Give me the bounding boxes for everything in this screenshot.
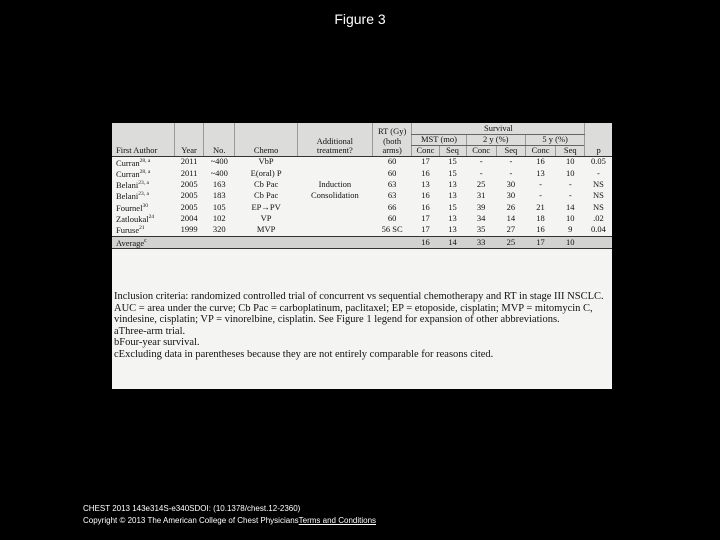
cell-year: 2005 [180, 190, 198, 201]
avg-mst-conc: 16 [412, 236, 439, 248]
note-inclusion: Inclusion criteria: randomized controlled trial of concurrent vs sequential chemotherapy and RT in stage III NSCLC. [114, 291, 604, 302]
cell-chemo: Cb Pac [253, 179, 279, 190]
cell-y5-s: - [568, 190, 572, 201]
avg-2y-conc: 33 [466, 236, 496, 248]
average-label: Average$^c$ [112, 236, 174, 248]
cell-y5-c: 21 [536, 201, 545, 212]
note-excluding: cExcluding data in parentheses because they are not entirely comparable for reasons cited. [114, 348, 494, 360]
cell-no: 105 [212, 201, 226, 212]
cell-y2-s: 26 [506, 201, 516, 212]
cell-y2-s: - [509, 156, 513, 167]
cell-y5-s: 10 [565, 156, 575, 167]
cell-mst-s: 15 [448, 201, 457, 212]
table-row [112, 202, 612, 213]
header-survival: Survival [412, 123, 585, 134]
cell-mst-c: 13 [421, 179, 430, 190]
copyright: Copyright © 2013 The American College of Chest Physicians [83, 516, 299, 525]
cell-chemo: E(oral) P [250, 167, 282, 178]
cell-y5-s: 9 [568, 224, 573, 235]
cell-mst-s: 15 [448, 156, 457, 167]
cell-p: NS [592, 179, 604, 190]
cell-y2-c: - [479, 156, 483, 167]
average-row [112, 236, 612, 248]
cell-year: 2011 [180, 156, 198, 167]
table-row [112, 224, 612, 236]
header-chemo: Chemo [235, 123, 297, 156]
avg-mst-seq: 14 [439, 236, 466, 248]
cell-rt: 66 [387, 201, 397, 212]
cell-chemo: VP [260, 213, 272, 224]
header-conc: Conc [525, 145, 555, 156]
header-rt: RT (Gy) (both arms) [372, 123, 412, 156]
avg-5y-seq: 10 [556, 236, 585, 248]
cell-y2-s: 27 [506, 224, 516, 235]
avg-2y-seq: 25 [496, 236, 525, 248]
header-no: No. [204, 123, 235, 156]
cell-mst-c: 16 [421, 190, 430, 201]
cell-y5-s: - [568, 179, 572, 190]
header-year: Year [174, 123, 203, 156]
cell-chemo: Cb Pac [253, 190, 279, 201]
table-row [112, 213, 612, 224]
cell-y2-c: 35 [476, 224, 486, 235]
cell-p: .02 [593, 213, 604, 224]
cell-chemo: EP→PV [251, 201, 281, 212]
note-three-arm: aThree-arm trial. [114, 325, 186, 337]
header-seq: Seq [439, 145, 466, 156]
cell-no: 320 [212, 224, 226, 235]
cell-year: 2005 [180, 179, 198, 190]
cell-author: Belani$^{23, a}$ [116, 179, 149, 190]
cell-additional [297, 202, 372, 213]
citation: CHEST 2013 143e314S-e340SDOI: (10.1378/chest.12-2360) [83, 504, 301, 513]
table-row [112, 168, 612, 179]
cell-y5-s: 10 [565, 167, 575, 178]
cell-author: Curran$^{28, a}$ [116, 157, 151, 168]
avg-5y-conc: 17 [525, 236, 555, 248]
cell-mst-s: 13 [448, 213, 457, 224]
cell-additional [297, 156, 372, 168]
cell-y5-c: 18 [536, 213, 545, 224]
cell-rt: 60 [387, 156, 397, 167]
cell-mst-c: 17 [421, 213, 430, 224]
cell-p: - [596, 167, 600, 178]
cell-mst-s: 15 [448, 167, 457, 178]
footer [83, 503, 376, 527]
copyright-line [83, 515, 376, 527]
cell-year: 2011 [180, 167, 198, 178]
cell-no: 163 [212, 179, 226, 190]
cell-mst-c: 16 [421, 167, 430, 178]
cell-y2-c: 31 [476, 190, 486, 201]
cell-no: 102 [212, 213, 226, 224]
cell-author: Fournel$^{30}$ [116, 202, 148, 213]
cell-y2-s: 30 [506, 190, 516, 201]
header-mst: MST (mo) [412, 134, 466, 145]
cell-rt: 56 SC [381, 224, 403, 235]
cell-chemo: MVP [256, 224, 276, 235]
header-seq: Seq [556, 145, 585, 156]
cell-rt: 63 [387, 190, 397, 201]
cell-y5-c: 16 [536, 224, 545, 235]
header-first-author: First Author [112, 123, 174, 156]
cell-author: Belani$^{23, a}$ [116, 191, 149, 202]
cell-p: NS [592, 201, 604, 212]
cell-mst-s: 13 [448, 190, 457, 201]
cell-p: 0.05 [590, 156, 606, 167]
cell-mst-c: 17 [421, 224, 430, 235]
cell-rt: 63 [387, 179, 397, 190]
cell-rt: 60 [387, 167, 397, 178]
cell-mst-s: 13 [448, 179, 457, 190]
cell-y5-c: 16 [536, 156, 545, 167]
cell-mst-c: 16 [421, 201, 430, 212]
cell-mst-c: 17 [421, 156, 430, 167]
figure-image [112, 123, 612, 389]
cell-y2-s: 14 [506, 213, 516, 224]
cell-mst-s: 13 [448, 224, 457, 235]
cell-p: NS [592, 190, 604, 201]
figure-title: Figure 3 [334, 11, 386, 27]
cell-p: 0.04 [590, 224, 606, 235]
cell-author: Curran$^{28, a}$ [116, 168, 151, 179]
cell-no: ~400 [210, 156, 228, 167]
cell-year: 2005 [180, 201, 198, 212]
terms-link[interactable]: Terms and Conditions [298, 516, 377, 525]
cell-y2-c: 34 [476, 213, 486, 224]
cell-no: ~400 [210, 167, 228, 178]
cell-additional [297, 224, 372, 236]
table-notes [114, 291, 610, 361]
cell-y2-c: - [479, 167, 483, 178]
cell-y5-s: 14 [565, 201, 575, 212]
cell-y5-c: 13 [536, 167, 545, 178]
table-row [112, 179, 612, 190]
cell-y5-s: 10 [565, 213, 575, 224]
table-row [112, 190, 612, 201]
header-conc: Conc [466, 145, 496, 156]
cell-additional: Consolidation [311, 190, 359, 201]
cell-no: 183 [212, 190, 226, 201]
header-additional: Additional treatment? [297, 123, 372, 156]
cell-author: Zatloukal$^{24}$ [116, 213, 155, 224]
cell-y2-s: - [509, 167, 513, 178]
cell-y2-c: 39 [476, 201, 486, 212]
cell-author: Furuse$^{21}$ [116, 225, 145, 236]
cell-y2-s: 30 [506, 179, 516, 190]
cell-chemo: VbP [258, 156, 274, 167]
cell-y5-c: - [539, 190, 542, 201]
cell-year: 2004 [180, 213, 198, 224]
cell-additional [297, 168, 372, 179]
header-5y: 5 y (%) [525, 134, 584, 145]
header-2y: 2 y (%) [466, 134, 525, 145]
header-p: p [585, 123, 612, 156]
cell-rt: 60 [387, 213, 397, 224]
cell-y5-c: - [539, 179, 542, 190]
table-row [112, 156, 612, 168]
cell-year: 1999 [180, 224, 198, 235]
cell-additional [297, 213, 372, 224]
cell-additional: Induction [318, 179, 352, 190]
header-seq: Seq [496, 145, 525, 156]
note-abbreviations: AUC = area under the curve; Cb Pac = carboplatinum, paclitaxel; EP = etoposide, cisplatin; MVP = mitomycin C, vindesine, cisplatin; VP = vinorelbine, cisplatin. See Figure 1 legend for expansion of other abbreviations. [114, 302, 593, 326]
cell-y2-c: 25 [476, 179, 486, 190]
survival-table [112, 123, 612, 249]
note-four-year: bFour-year survival. [114, 337, 200, 349]
header-conc: Conc [412, 145, 439, 156]
